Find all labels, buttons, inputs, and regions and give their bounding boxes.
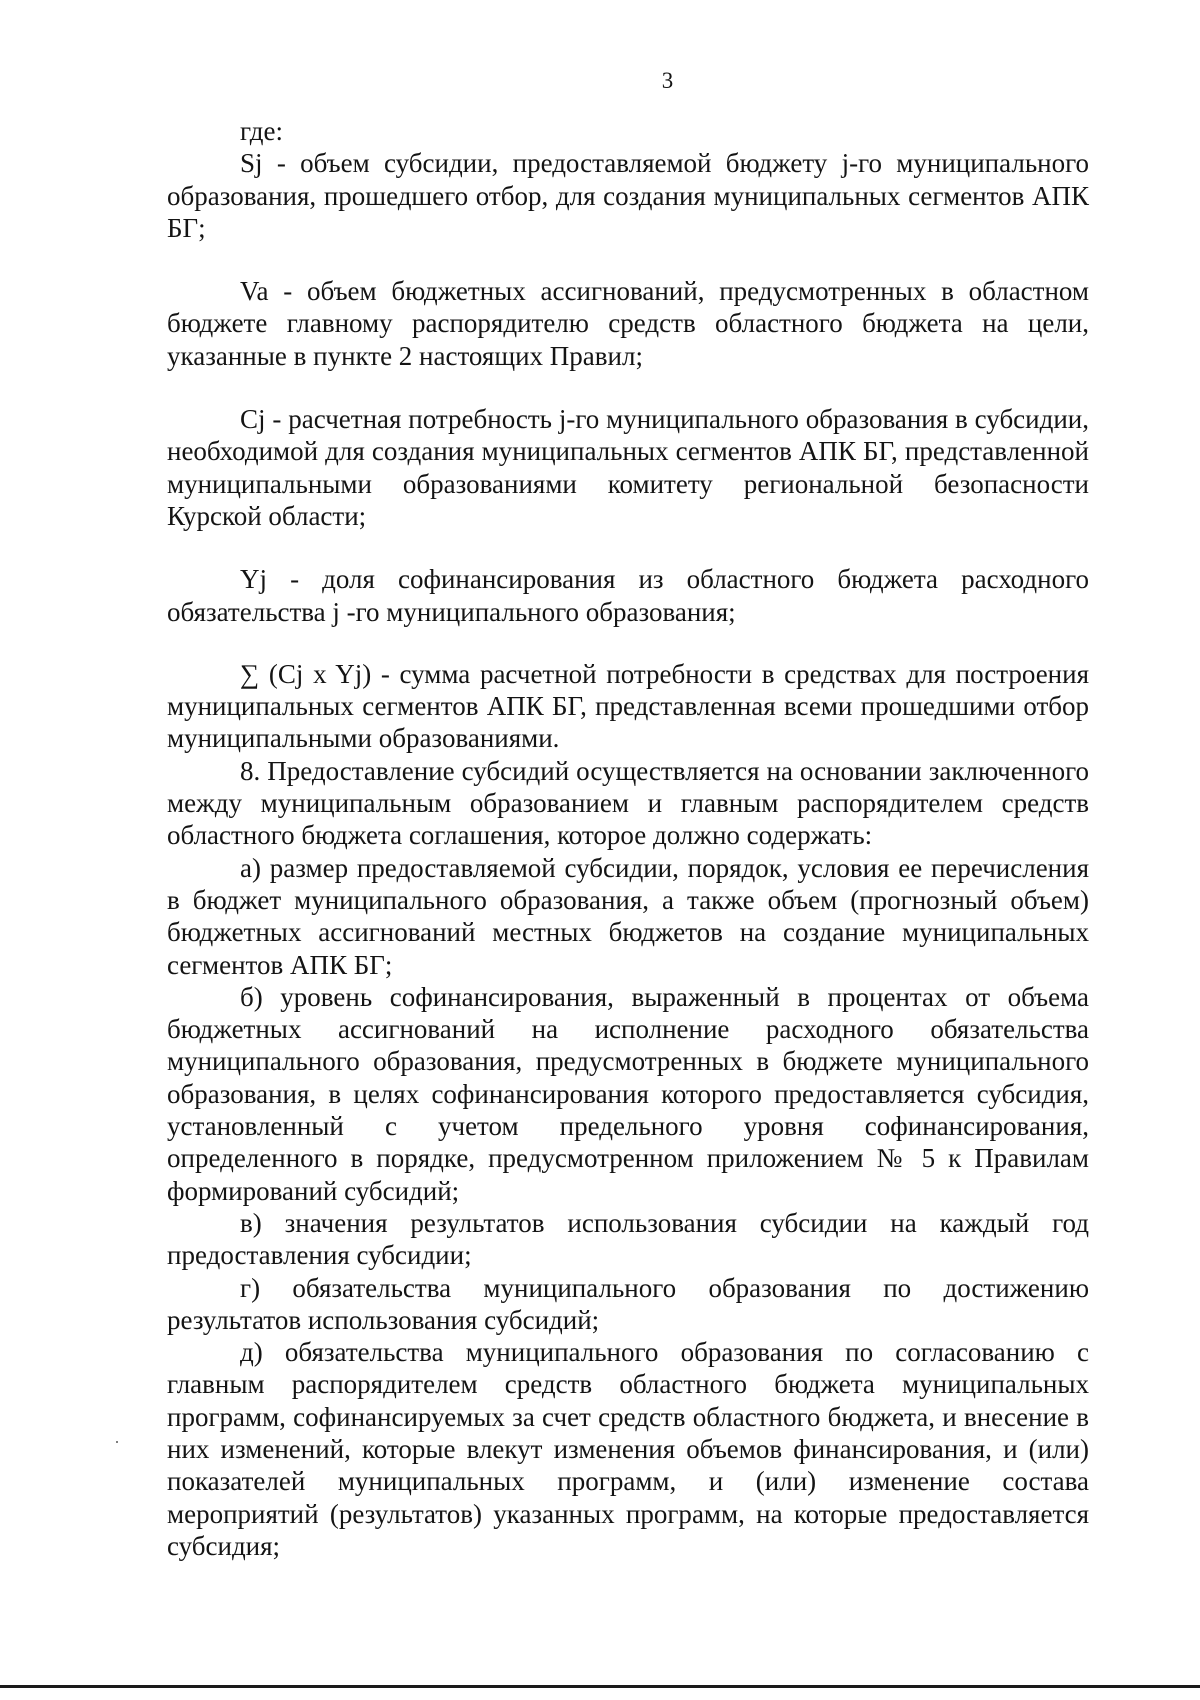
paragraph-sum-definition: ∑ (Cj x Yj) - сумма расчетной потребности в средствах для построения муниципальных сегментов АПК БГ, представленная всеми прошедшими отбор муниципальными образованиями. (167, 658, 1089, 754)
paragraph-subitem-a: а) размер предоставляемой субсидии, порядок, условия ее перечисления в бюджет муниципального образования, а также объем (прогнозный объем) бюджетных ассигнований местных бюджетов на создание муниципальных сегментов АПК БГ; (167, 852, 1089, 980)
paragraph-subitem-v: в) значения результатов использования субсидии на каждый год предоставления субсидии; (167, 1207, 1089, 1271)
document-body (167, 115, 1089, 1562)
page-number: 3 (661, 68, 674, 93)
paragraph-item-8: 8. Предоставление субсидий осуществляется на основании заключенного между муниципальным образованием и главным распорядителем средств областного бюджета соглашения, которое должно содержать: (167, 755, 1089, 851)
paragraph-va-definition: Va - объем бюджетных ассигнований, предусмотренных в областном бюджете главному распорядителю средств областного бюджета на цели, указанные в пункте 2 настоящих Правил; (167, 276, 1089, 371)
paragraph-subitem-d: д) обязательства муниципального образования по согласованию с главным распорядителем средств областного бюджета муниципальных программ, софинансируемых за счет средств областного бюджета, и внесение в них изменений, которые влекут изменения объемов финансирования, и (или) показателей муниципальных программ, и (или) изменение состава мероприятий (результатов) указанных программ, на которые предоставляется субсидия; (167, 1337, 1089, 1561)
paragraph-cj-definition: Cj - расчетная потребность j-го муниципального образования в субсидии, необходимой для создания муниципальных сегментов АПК БГ, представленной муниципальными образованиями комитету региональной безопасности Курской области; (167, 404, 1089, 531)
paragraph-sj-definition: Sj - объем субсидии, предоставляемой бюджету j-го муниципального образования, прошедшего отбор, для создания муниципальных сегментов АПК БГ; (167, 148, 1089, 243)
paragraph-yj-definition: Yj - доля софинансирования из областного бюджета расходного обязательства j -го муниципального образования; (167, 564, 1089, 627)
paragraph-subitem-b: б) уровень софинансирования, выраженный в процентах от объема бюджетных ассигнований на исполнение расходного обязательства муниципального образования, предусмотренных в бюджете муниципального образования, в целях софинансирования которого предоставляется субсидия, установленный с учетом предельного уровня софинансирования, определенного в порядке, предусмотренном приложением № 5 к Правилам формирований субсидий; (167, 981, 1089, 1206)
scan-bottom-edge (0, 1685, 1200, 1688)
paragraph-where: где: (240, 116, 283, 146)
scan-speck (116, 1441, 118, 1443)
paragraph-subitem-g: г) обязательства муниципального образования по достижению результатов использования субсидий; (167, 1272, 1089, 1335)
